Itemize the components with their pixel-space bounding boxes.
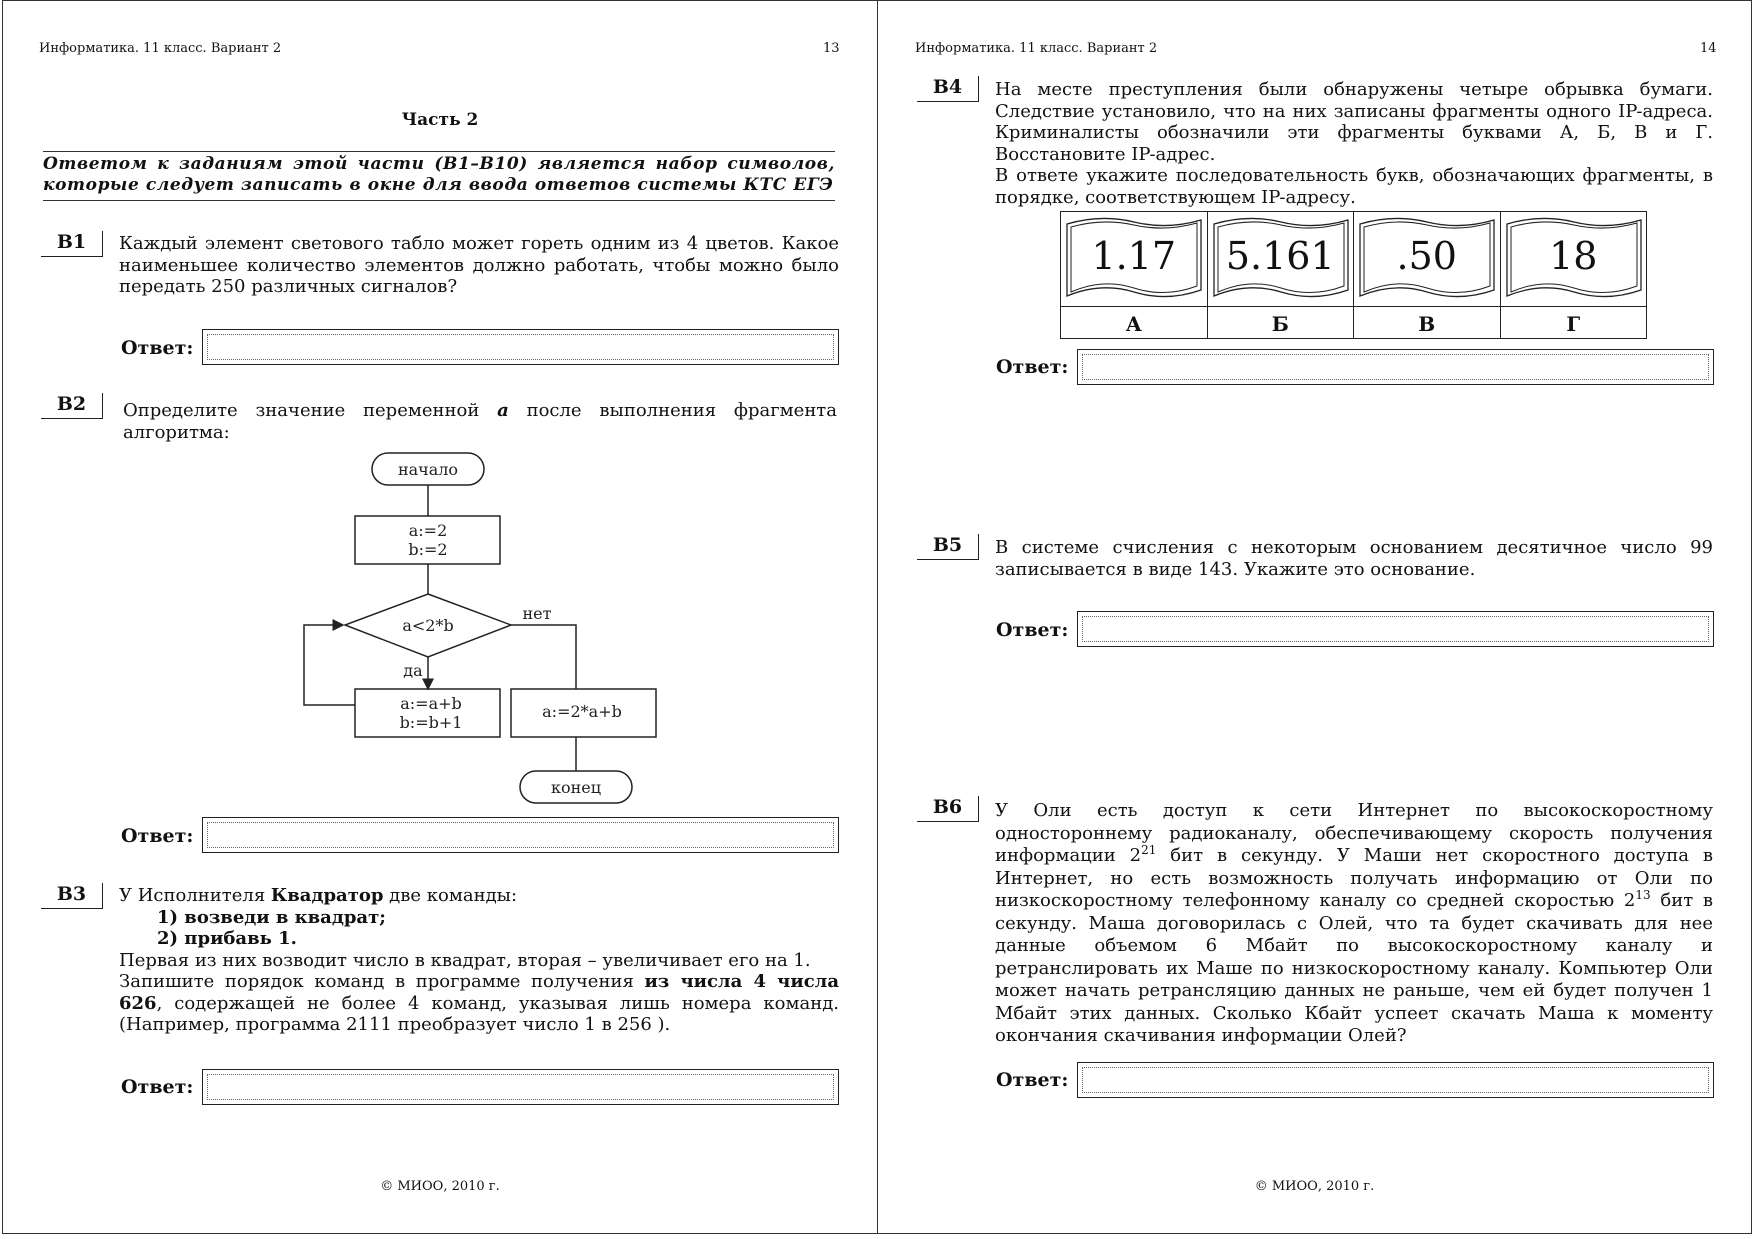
task-tag-b4: В4 xyxy=(917,76,979,102)
answer-label-b4: Ответ: xyxy=(996,356,1069,378)
flow-no-label: нет xyxy=(522,604,552,623)
task-b3-intro: У Исполнителя xyxy=(119,885,271,906)
task-b2-text-before: Определите значение переменной xyxy=(123,400,498,421)
answer-label-b3: Ответ: xyxy=(121,1076,194,1098)
answer-label-b1: Ответ: xyxy=(121,337,194,359)
task-b2-text-after: после выполнения фрагмента алгоритма: xyxy=(123,400,838,443)
answer-input-b4[interactable] xyxy=(1077,349,1714,385)
task-b4-paragraph-1: На месте преступления были обнаружены четыре обрывка бумаги. Следствие установило, что на них записаны фрагменты одного IP-адреса. Криминалисты обозначили эти фрагменты буквами А, Б, В и Г. Восстановите IP-адрес. xyxy=(995,79,1713,165)
task-b4-paragraph-2: В ответе укажите последовательность букв, обозначающих фрагменты, в порядке, соответствующем IP-адресу. xyxy=(995,165,1713,208)
fragment-a xyxy=(1061,212,1208,338)
page-13 xyxy=(2,0,878,1234)
task-tag-b6: В6 xyxy=(917,796,979,822)
task-b3-question-a: Запишите порядок команд в программе получения xyxy=(119,971,645,992)
fragment-d-value: 18 xyxy=(1549,234,1598,278)
flow-init-a: a:=2 xyxy=(408,521,448,540)
fragment-b-value: 5.161 xyxy=(1225,234,1335,278)
task-b2-variable: a xyxy=(497,400,509,421)
fragment-d-letter: Г xyxy=(1501,306,1647,341)
part-title: Часть 2 xyxy=(401,110,479,130)
flow-body-b: b:=b+1 xyxy=(399,713,463,732)
task-b6-exponent-2: 13 xyxy=(1635,888,1651,902)
task-tag-b1: В1 xyxy=(41,231,103,257)
flow-condition-label: a<2*b xyxy=(402,616,454,635)
answer-label-b5: Ответ: xyxy=(996,619,1069,641)
fragment-b xyxy=(1208,212,1355,338)
ip-fragments-table xyxy=(1060,211,1647,339)
answer-input-b5[interactable] xyxy=(1077,611,1714,647)
answer-label-b2: Ответ: xyxy=(121,825,194,847)
task-b3-executor: Квадратор xyxy=(270,885,384,906)
fragment-c xyxy=(1354,212,1501,338)
page-header: Информатика. 11 класс. Вариант 2 xyxy=(39,41,282,56)
task-b5-text: В системе счисления с некоторым основанием десятичное число 99 записывается в виде 143. Укажите это основание. xyxy=(995,537,1713,580)
task-b3-command-1: 1) возведи в квадрат; xyxy=(157,906,386,928)
page-number: 14 xyxy=(1700,41,1717,56)
task-b6-exponent-1: 21 xyxy=(1141,843,1157,857)
flow-init-b: b:=2 xyxy=(408,540,448,559)
task-b3-question-b: из числа 4 числа 626 xyxy=(119,971,840,1014)
task-b3-question-c: , содержащей не более 4 команд, указывая лишь номера команд. (Например, программа 2111 преобразует число 1 в 256 ). xyxy=(119,992,839,1035)
answer-input-b3[interactable] xyxy=(202,1069,839,1105)
task-b6-part-1: У Оли есть доступ к сети Интернет по высокоскоростному одностороннему радиоканалу, обеспечивающему скорость получения информации 2 xyxy=(995,800,1713,866)
task-tag-b5: В5 xyxy=(917,534,979,560)
flow-start-label: начало xyxy=(397,460,459,479)
task-b3-command-2: 2) прибавь 1. xyxy=(157,928,297,949)
task-b1-text: Каждый элемент светового табло может гореть одним из 4 цветов. Какое наименьшее количество элементов должно работать, чтобы можно было передать 250 различных сигналов? xyxy=(119,233,839,297)
task-b3-text xyxy=(119,885,839,1036)
fragment-c-value: .50 xyxy=(1396,234,1457,278)
answer-input-b2[interactable] xyxy=(202,817,839,853)
task-tag-b2: В2 xyxy=(41,393,103,419)
answer-label-b6: Ответ: xyxy=(996,1069,1069,1091)
fragment-c-letter: В xyxy=(1354,306,1500,341)
fragment-a-letter: А xyxy=(1061,306,1207,341)
fragment-d xyxy=(1501,212,1647,338)
page-header: Информатика. 11 класс. Вариант 2 xyxy=(915,41,1158,56)
answer-input-b6[interactable] xyxy=(1077,1062,1714,1098)
page-number: 13 xyxy=(823,41,840,56)
task-b3-intro-end: две команды: xyxy=(383,885,518,906)
task-b6-part-3: бит в секунду. Маша договорилась с Олей, что та будет скачивать для нее данные объемом 6 Мбайт по высокоскоростному каналу и ретранслировать их Маше по низкоскоростному каналу. Компьютер Оли может начать ретрансляцию данных не раньше, чем ей будет получен 1 Мбайт этих данных. Сколько Кбайт успеет скачать Маша к моменту окончания скачивания информации Олей? xyxy=(995,890,1713,1046)
flow-final-label: a:=2*a+b xyxy=(542,702,622,721)
flow-yes-label: да xyxy=(403,661,423,680)
page-footer: © МИОО, 2010 г. xyxy=(380,1179,500,1194)
flowchart xyxy=(3,1,879,821)
flow-end-label: конец xyxy=(550,778,602,797)
fragment-a-value: 1.17 xyxy=(1091,234,1177,278)
task-tag-b3: В3 xyxy=(41,883,103,909)
task-b6-part-2: бит в секунду. У Маши нет скоростного доступа в Интернет, но есть возможность получать информацию от Оли по низкоскоростному телефонному каналу со средней скоростью 2 xyxy=(995,845,1713,911)
task-b3-description: Первая из них возводит число в квадрат, вторая – увеличивает его на 1. xyxy=(119,949,811,971)
task-b6-text xyxy=(995,800,1713,1048)
page-14 xyxy=(877,0,1752,1234)
flow-body-a: a:=a+b xyxy=(400,694,462,713)
page-footer: © МИОО, 2010 г. xyxy=(1254,1179,1375,1194)
task-b4-text xyxy=(995,79,1713,208)
part-intro: Ответом к заданиям этой части (В1–В10) является набор символов, которые следует записать в окне для ввода ответов системы КТС ЕГЭ xyxy=(43,151,835,201)
fragment-b-letter: Б xyxy=(1208,306,1354,341)
